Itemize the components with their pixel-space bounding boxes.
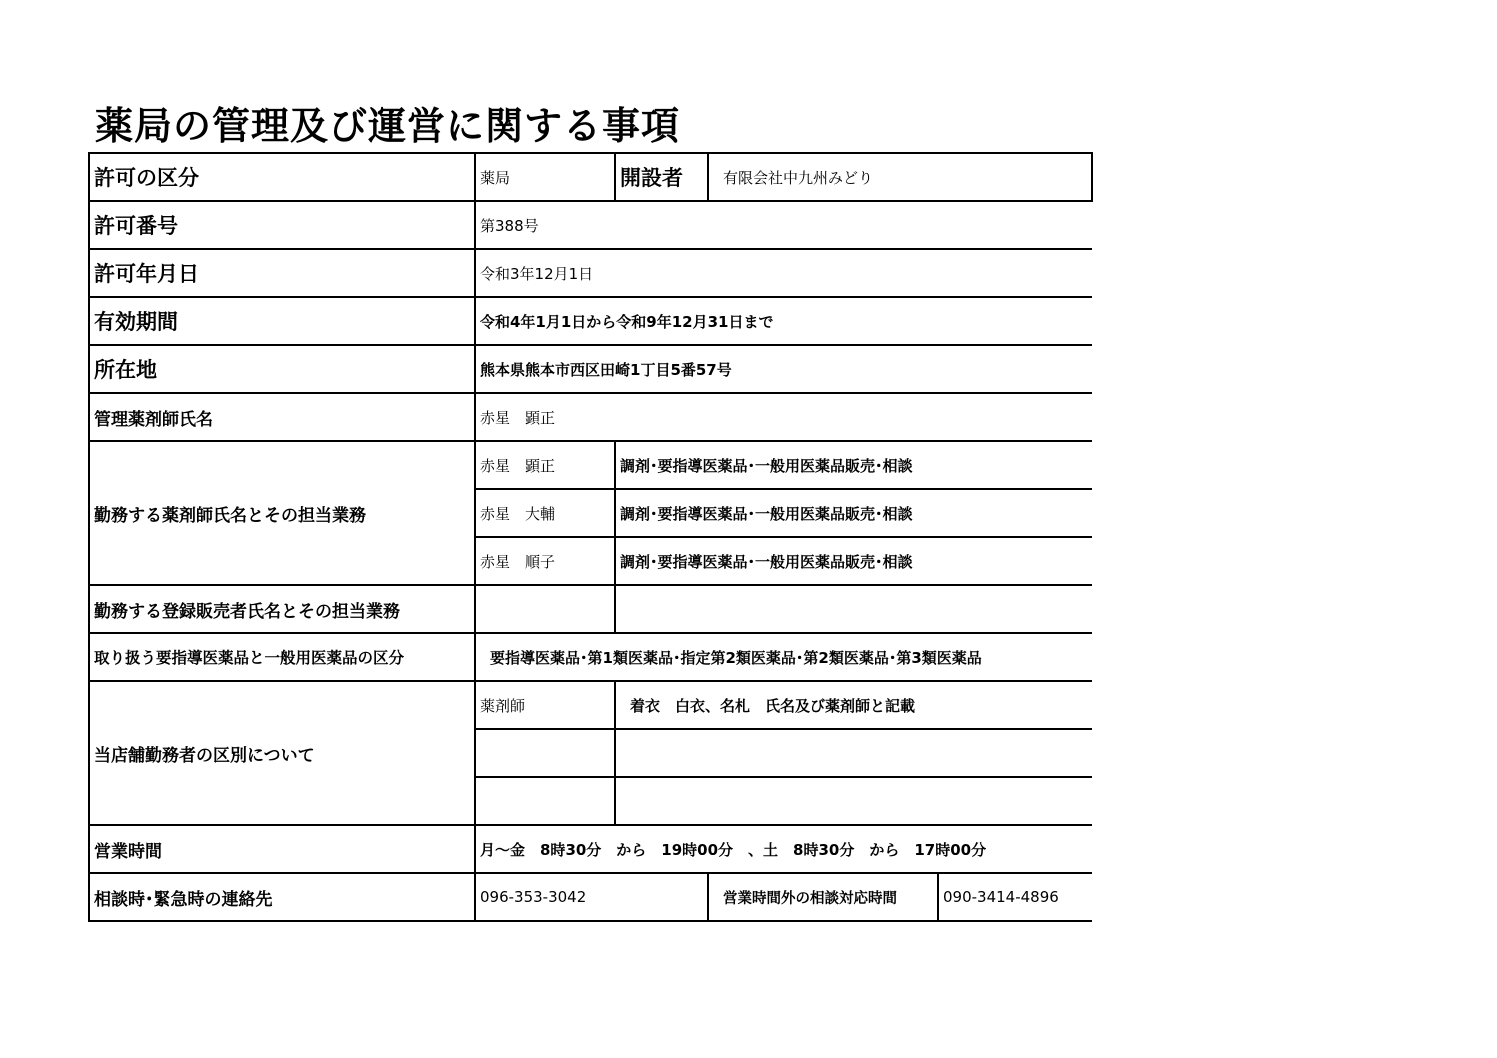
label-pharmacists: 勤務する薬剤師氏名とその担当業務: [89, 441, 475, 585]
row-otc-class: [89, 633, 1092, 681]
value-manager: 赤星 顕正: [475, 393, 1092, 441]
value-location: 熊本県熊本市西区田崎1丁目5番57号: [475, 345, 1092, 393]
staff-desc: [615, 777, 1092, 825]
label-contact: 相談時･緊急時の連絡先: [89, 873, 475, 921]
registered-seller-duty: [615, 585, 1092, 633]
label-after-hours: 営業時間外の相談対応時間: [708, 873, 938, 921]
value-permit-no: 第388号: [475, 201, 1092, 249]
row-manager: [89, 393, 1092, 441]
value-founder: 有限会社中九州みどり: [708, 153, 1092, 201]
staff-desc: [615, 729, 1092, 777]
pharmacist-name: 赤星 大輔: [475, 489, 615, 537]
page-title: 薬局の管理及び運営に関する事項: [95, 104, 681, 148]
staff-role: 薬剤師: [475, 681, 615, 729]
pharmacist-duty: 調剤･要指導医薬品･一般用医薬品販売･相談: [615, 489, 1092, 537]
value-permit-date: 令和3年12月1日: [475, 249, 1092, 297]
value-otc-class: 要指導医薬品･第1類医薬品･指定第2類医薬品･第2類医薬品･第3類医薬品: [475, 633, 1092, 681]
staff-role: [475, 777, 615, 825]
label-permit-date: 許可年月日: [89, 249, 475, 297]
pharmacist-name: 赤星 顕正: [475, 441, 615, 489]
row-permit-date: [89, 249, 1092, 297]
label-staff-distinction: 当店舗勤務者の区別について: [89, 681, 475, 825]
row-hours: [89, 825, 1092, 873]
label-valid-period: 有効期間: [89, 297, 475, 345]
row-location: [89, 345, 1092, 393]
label-otc-class: 取り扱う要指導医薬品と一般用医薬品の区分: [89, 633, 475, 681]
value-contact: 096-353-3042: [475, 873, 708, 921]
label-manager: 管理薬剤師氏名: [89, 393, 475, 441]
value-after-hours: 090-3414-4896: [938, 873, 1092, 921]
staff-role: [475, 729, 615, 777]
row-valid-period: [89, 297, 1092, 345]
label-founder: 開設者: [615, 153, 708, 201]
pharmacist-duty: 調剤･要指導医薬品･一般用医薬品販売･相談: [615, 537, 1092, 585]
row-staff-1: [89, 681, 1092, 729]
value-permit-class: 薬局: [475, 153, 615, 201]
staff-desc: 着衣 白衣、名札 氏名及び薬剤師と記載: [615, 681, 1092, 729]
pharmacy-info-table: [88, 152, 1093, 922]
label-permit-no: 許可番号: [89, 201, 475, 249]
row-contact: [89, 873, 1092, 921]
row-permit-class: [89, 153, 1092, 201]
label-registered-sellers: 勤務する登録販売者氏名とその担当業務: [89, 585, 475, 633]
pharmacist-name: 赤星 順子: [475, 537, 615, 585]
value-valid-period: 令和4年1月1日から令和9年12月31日まで: [475, 297, 1092, 345]
label-location: 所在地: [89, 345, 475, 393]
pharmacist-duty: 調剤･要指導医薬品･一般用医薬品販売･相談: [615, 441, 1092, 489]
row-registered-sellers: [89, 585, 1092, 633]
value-hours: 月～金 8時30分 から 19時00分 、土 8時30分 から 17時00分: [475, 825, 1092, 873]
row-permit-no: [89, 201, 1092, 249]
label-permit-class: 許可の区分: [89, 153, 475, 201]
registered-seller-name: [475, 585, 615, 633]
label-hours: 営業時間: [89, 825, 475, 873]
row-pharmacist-1: [89, 441, 1092, 489]
